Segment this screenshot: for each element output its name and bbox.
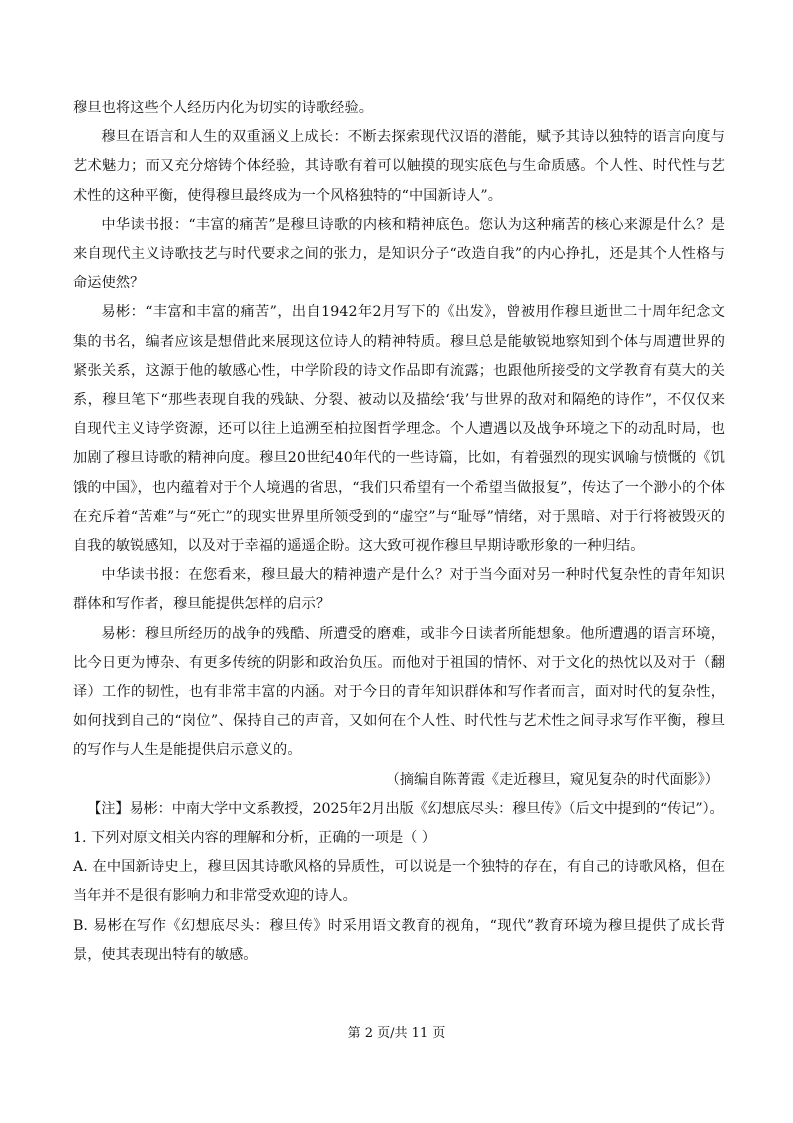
document-body [73, 94, 725, 970]
paragraph-answer-legacy: 易彬：穆旦所经历的战争的残酷、所遭受的磨难，或非今日读者所能想象。他所遭遇的语言环境，比今日更为博杂、有更多传统的阴影和政治负压。而他对于祖国的情怀、对于文化的热忱以及对于（翻译）工作的韧性，也有非常丰富的内涵。对于今日的青年知识群体和写作者而言，面对时代的复杂性，如何找到自己的“岗位”、保持自己的声音，又如何在个人性、时代性与艺术性之间寻求写作平衡，穆旦的写作与人生是能提供启示意义的。 [73, 625, 725, 759]
option-b: B. 易彬在写作《幻想底尽头：穆旦传》时采用语文教育的视角，“现代”教育环境为穆旦提供了成长背景，使其表现出特有的敏感。 [73, 917, 725, 963]
paragraph-mudan-growth: 穆旦在语言和人生的双重涵义上成长：不断去探索现代汉语的潜能，赋予其诗以独特的语言向度与艺术魅力；而又充分熔铸个体经验，其诗歌有着可以触摸的现实底色与生命质感。个人性、时代性与艺术性的这种平衡，使得穆旦最终成为一个风格独特的“中国新诗人”。 [73, 129, 725, 204]
option-a: A. 在中国新诗史上，穆旦因其诗歌风格的异质性，可以说是一个独特的存在，有自己的诗歌风格，但在当年并不是很有影响力和非常受欢迎的诗人。 [73, 859, 725, 905]
question-stem: 1. 下列对原文相关内容的理解和分析，正确的一项是（ ） [73, 830, 437, 847]
paragraph-continuation: 穆旦也将这些个人经历内化为切实的诗歌经验。 [73, 100, 374, 116]
page-number-footer: 第 2 页/共 11 页 [347, 1026, 446, 1041]
annotation-note: 【注】易彬：中南大学中文系教授，2025年2月出版《幻想底尽头：穆旦传》（后文中提到的“传记”）。 [87, 800, 724, 817]
paragraph-question-pain: 中华读书报：“丰富的痛苦”是穆旦诗歌的内核和精神底色。您认为这种痛苦的核心来源是什么？是来自现代主义诗歌技艺与时代要求之间的张力，是知识分子“改造自我”的内心挣扎，还是其个人性格与命运使然？ [73, 216, 725, 292]
paragraph-question-legacy: 中华读书报：在您看来，穆旦最大的精神遗产是什么？对于当今面对另一种时代复杂性的青年知识群体和写作者，穆旦能提供怎样的启示？ [73, 567, 725, 613]
source-citation: （摘编自陈菁霞《走近穆旦，窥见复杂的时代面影》） [385, 771, 719, 788]
paragraph-answer-pain: 易彬：“丰富和丰富的痛苦”，出自1942年2月写下的《出发》，曾被用作穆旦逝世二十周年纪念文集的书名，编者应该是想借此来展现这位诗人的精神特质。穆旦总是能敏锐地察知到个体与周遭世界的紧张关系，这源于他的敏感心性，中学阶段的诗文作品即有流露；也跟他所接受的文学教育有莫大的关系，穆旦笔下“那些表现自我的残缺、分裂、被动以及描绘‘我’与世界的敌对和隔绝的诗作”，不仅仅来自现代主义诗学资源，还可以往上追溯至柏拉图哲学理念。个人遭遇以及战争环境之下的动乱时局，也加剧了穆旦诗歌的精神向度。穆旦20世纪40年代的一些诗篇，比如，有着强烈的现实讽喻与愤慨的《饥饿的中国》，也内蕴着对于个人境遇的省思，“我们只希望有一个希望当做报复”，传达了一个渺小的个体在充斥着“苦难”与“死亡”的现实世界里所领受到的“虚空”与“耻辱”情绪，对于黑暗、对于行将被毁灭的自我的敏锐感知，以及对于幸福的遥遥企盼。这大致可视作穆旦早期诗歌形象的一种归结。 [73, 304, 725, 555]
